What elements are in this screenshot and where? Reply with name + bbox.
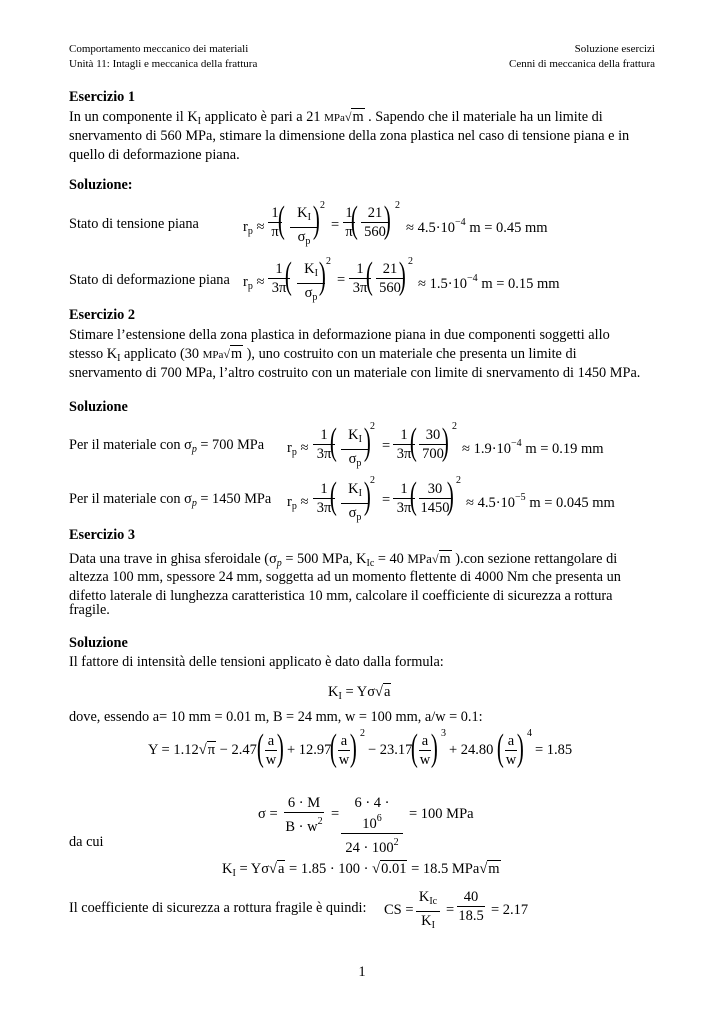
- exercise-3-text-line4: fragile.: [69, 602, 110, 618]
- exp: 2: [395, 200, 400, 211]
- label-1450: Per il materiale con $\sigma_p = 1450$ MPa: [69, 491, 272, 509]
- eq: =: [446, 902, 455, 918]
- paren-open: (: [329, 421, 337, 463]
- t-sub: I: [197, 116, 201, 127]
- exercise-3-title: Esercizio 3: [69, 527, 136, 543]
- paren-open: (: [329, 727, 337, 769]
- rp-symbol: $r_p$ ≈: [243, 219, 265, 237]
- cs-result: = 2.17: [491, 902, 529, 918]
- paren-open: (: [409, 421, 417, 463]
- header-left: [69, 42, 257, 72]
- paren-close: ): [363, 421, 371, 463]
- label-deformazione-piana: Stato di deformazione piana: [69, 272, 230, 288]
- label-tensione-piana: Stato di tensione piana: [69, 216, 199, 232]
- exercise-3-text-line1: Data una trave in ghisa sferoidale ($\sigma_p = 500$ MPa, $K_{Ic} = 40$ MPa√m ).con sezione rettangolare di: [69, 551, 618, 569]
- paren-open: (: [284, 255, 292, 297]
- exp: 2: [370, 475, 375, 486]
- t: In un componente il K: [69, 109, 198, 125]
- eq: =: [331, 217, 340, 233]
- exercise-2-solution-title: Soluzione: [69, 399, 128, 415]
- exp: 2: [456, 475, 461, 486]
- fraction-30-over-1450: $\frac{30}{1450}$: [420, 481, 450, 516]
- exp: 3: [441, 728, 446, 739]
- header-unit: Unità 11: Intagli e meccanica della frattura: [69, 58, 258, 70]
- exercise-3-solution-title: Soluzione: [69, 635, 128, 651]
- paren-open: (: [410, 727, 418, 769]
- exp: 2: [326, 256, 331, 267]
- exp: 2: [408, 256, 413, 267]
- exercise-2-text-line3: snervamento di 700 MPa, l’altro costruito con un materiale con limite di snervamento di 1450 MPa.: [69, 365, 641, 381]
- exercise-1-title: Esercizio 1: [69, 89, 136, 105]
- y-coef-2: + 12.97: [287, 742, 332, 758]
- paren-open: (: [365, 255, 373, 297]
- exercise-1-text-line1: In un componente il $K_I$ applicato è pari a 21 MPa√m . Sapendo che il materiale ha un limite di: [69, 109, 603, 127]
- paren-close: ): [312, 199, 320, 241]
- fraction-a-over-w-2: $\frac{a}{w}$: [338, 733, 350, 768]
- y-coef-3: − 23.17: [368, 742, 413, 758]
- rp-symbol: $r_p$ ≈: [287, 494, 309, 512]
- paren-close: ): [318, 255, 326, 297]
- header-topic: Cenni di meccanica della frattura: [509, 58, 655, 70]
- paren-open: (: [329, 475, 337, 517]
- t: . Sapendo che il materiale ha un limite di: [364, 109, 603, 125]
- eq: =: [382, 492, 391, 508]
- fraction-1-over-3pi-b: $\frac{1}{3\pi}$: [349, 261, 371, 296]
- result-1450: ≈ $4.5\cdot 10^{-5}$ m = 0.045 mm: [466, 492, 615, 511]
- y-result: = 1.85: [535, 742, 573, 758]
- fraction-a-over-w-1: $\frac{a}{w}$: [265, 733, 277, 768]
- header-section: Soluzione esercizi: [574, 43, 655, 55]
- paren-close: ): [349, 727, 357, 769]
- fraction-40-over-18-5: $\frac{40}{18.5}$: [458, 889, 484, 924]
- paren-close: ): [276, 727, 284, 769]
- exercise-3-text-line2: altezza 100 mm, spessore 24 mm, soggetta ad un momento flettente di 4000 Nm che presenta un: [69, 569, 621, 585]
- sqrt-arg: m: [352, 109, 364, 125]
- exercise-1-text-line3: quello di deformazione piana.: [69, 147, 240, 163]
- ki-calculation: $K_I = Y\sigma√a = 1.85 \cdot 100 \cdot √0.01 = 18.5$ MPa√m: [222, 861, 500, 879]
- fraction-a-over-w-4: $\frac{a}{w}$: [505, 733, 517, 768]
- paren-open: (: [256, 727, 264, 769]
- y-coef-4: + 24.80: [449, 742, 494, 758]
- result-700: ≈ $1.9\cdot 10^{-4}$ m = 0.19 mm: [462, 438, 604, 457]
- fraction-6M-over-Bw2: $\frac{6 \cdot M}{B \cdot w^2}$: [285, 795, 323, 835]
- fraction-1-over-pi: $\frac{1}{\pi}$: [268, 205, 282, 240]
- eq: =: [331, 806, 340, 822]
- rp-symbol: $r_p$ ≈: [287, 440, 309, 458]
- fraction-k-over-sigma: $\frac{K_I}{\sigma_p}$: [341, 481, 369, 526]
- sigma-eq: σ =: [258, 806, 278, 822]
- y-equation-start: Y = 1.12√π − 2.47: [148, 742, 257, 758]
- result-deformazione-piana: ≈ $1.5\cdot 10^{-4}$ m = 0.15 mm: [418, 273, 560, 292]
- rp-symbol: $r_p$ ≈: [243, 274, 265, 292]
- fraction-numeric-sigma: $\frac{6 \cdot 4 \cdot 10^6}{24 \cdot 100^2}$: [341, 795, 403, 856]
- paren-close: ): [363, 475, 371, 517]
- eq: =: [382, 438, 391, 454]
- paren-close: ): [430, 727, 438, 769]
- exercise-1-solution-title: Soluzione:: [69, 177, 133, 193]
- paren-open: (: [350, 199, 358, 241]
- exp: 2: [320, 200, 325, 211]
- fraction-21-over-560: $\frac{21}{560}$: [361, 205, 389, 240]
- paren-close: ): [441, 421, 449, 463]
- sigma-result: = 100 MPa: [409, 806, 474, 822]
- fraction-1-over-pi-b: $\frac{1}{\pi}$: [343, 205, 355, 240]
- cs-eq: CS =: [384, 902, 414, 918]
- paren-open: (: [496, 727, 504, 769]
- exp: 4: [527, 728, 532, 739]
- t: applicato è pari a 21: [201, 109, 325, 125]
- fraction-kic-over-ki: $K_{Ic}$ $K_I$: [416, 889, 440, 934]
- unit: MPa: [324, 112, 345, 124]
- fraction-k-over-sigma: $\frac{K_I}{\sigma_p}$: [297, 261, 325, 306]
- exp: 2: [452, 421, 457, 432]
- fraction-1-over-3pi: $\frac{1}{3\pi}$: [313, 481, 335, 516]
- exercise-2-title: Esercizio 2: [69, 307, 136, 323]
- exercise-2-text-line2: stesso $K_I$ applicato (30 MPa√m ), uno costruito con un materiale che presenta un limite di: [69, 346, 577, 364]
- fraction-30-over-700: $\frac{30}{700}$: [419, 427, 447, 462]
- paren-close: ): [383, 199, 391, 241]
- formula-ki: $K_I = Y\sigma√a$: [328, 684, 391, 702]
- exp: 2: [360, 728, 365, 739]
- fraction-1-over-3pi-b: $\frac{1}{3\pi}$: [393, 481, 415, 516]
- fraction-k-over-sigma: $\frac{K_I}{\sigma_p}$: [341, 427, 369, 472]
- paren-close: ): [446, 475, 454, 517]
- fraction-1-over-3pi: $\frac{1}{3\pi}$: [268, 261, 290, 296]
- header-right: [509, 42, 655, 72]
- cs-text: Il coefficiente di sicurezza a rottura fragile è quindi:: [69, 900, 367, 916]
- fraction-k-over-sigma: $\frac{K_I}{\sigma_p}$: [290, 205, 318, 250]
- fraction-21-over-560: $\frac{21}{560}$: [376, 261, 404, 296]
- exercise-3-solution-line1: Il fattore di intensità delle tensioni applicato è dato dalla formula:: [69, 654, 444, 670]
- exercise-2-text-line1: Stimare l’estensione della zona plastica in deformazione piana in due componenti soggetti allo: [69, 327, 610, 343]
- exercise-3-dove: dove, essendo a= 10 mm = 0.01 m, B = 24 mm, w = 100 mm, a/w = 0.1:: [69, 709, 483, 725]
- eq: =: [337, 272, 346, 288]
- fraction-1-over-3pi: $\frac{1}{3\pi}$: [313, 427, 335, 462]
- header-course: Comportamento meccanico dei materiali: [69, 43, 249, 55]
- exercise-1-text-line2: snervamento di 560 MPa, stimare la dimensione della zona plastica nel caso di tensione piana e in: [69, 128, 630, 144]
- fraction-1-over-3pi-b: $\frac{1}{3\pi}$: [393, 427, 415, 462]
- paren-open: (: [277, 199, 285, 241]
- paren-open: (: [409, 475, 417, 517]
- paren-close: ): [516, 727, 524, 769]
- paren-close: ): [398, 255, 406, 297]
- exercise-3-text-line3: difetto laterale di lunghezza caratteristica 10 mm, calcolare il coefficiente di sicurezza a rottura: [69, 588, 613, 604]
- page-number: 1: [358, 964, 366, 980]
- fraction-a-over-w-3: $\frac{a}{w}$: [419, 733, 431, 768]
- label-700: Per il materiale con $\sigma_p = 700$ MPa: [69, 437, 265, 455]
- result-tensione-piana: ≈ $4.5\cdot 10^{-4}$ m = 0.45 mm: [406, 217, 548, 236]
- da-cui: da cui: [69, 834, 104, 850]
- exp: 2: [370, 421, 375, 432]
